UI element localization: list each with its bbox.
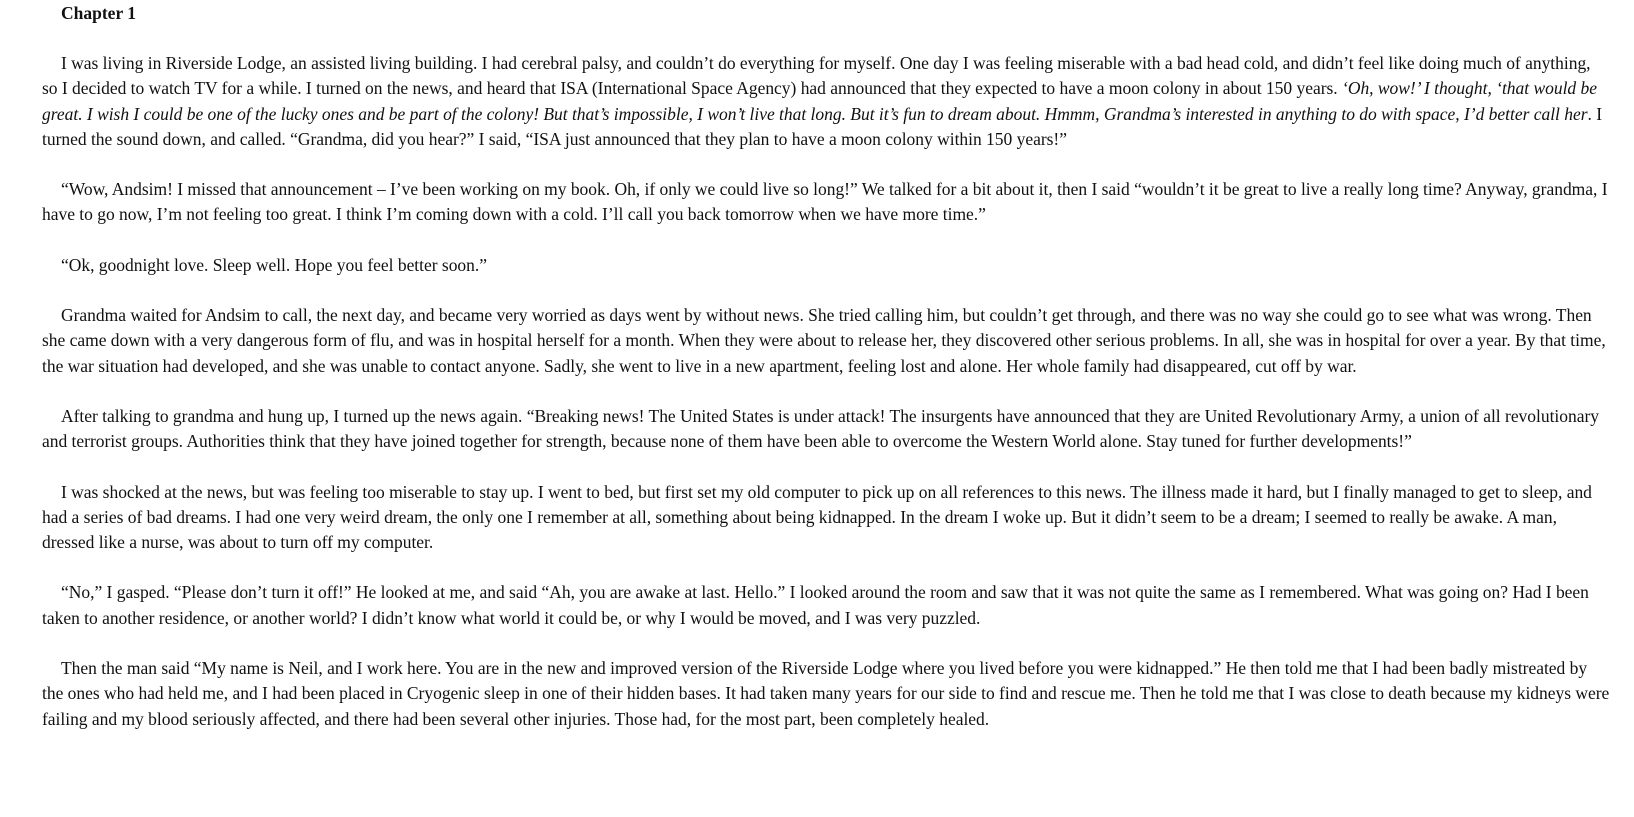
paragraph-8: [42, 656, 1610, 732]
spacer: [42, 379, 1610, 404]
spacer: [42, 631, 1610, 656]
spacer: [42, 278, 1610, 303]
paragraph-7: [42, 580, 1610, 631]
spacer: [42, 555, 1610, 580]
spacer: [42, 152, 1610, 177]
paragraph-3: [42, 253, 1610, 278]
paragraph-7-text: “No,” I gasped. “Please don’t turn it off!” He looked at me, and said “Ah, you are awake at last. Hello.” I looked around the room and saw that it was not quite the same as I remembered. What was going on? Had I been taken to another residence, or another world? I didn’t know what world it could be, or why I would be moved, and I was very puzzled.: [42, 582, 1589, 628]
paragraph-1-text-b: . I turned the sound down, and called. “Grandma, did you hear?” I said, “ISA just announced that they plan to have a moon colony within 150 years!”: [42, 103, 1603, 149]
paragraph-6: [42, 480, 1610, 556]
paragraph-2: [42, 177, 1610, 228]
paragraph-8-text: Then the man said “My name is Neil, and I work here. You are in the new and improved version of the Riverside Lodge where you lived before you were kidnapped.” He then told me that I had been badly mistreated by the ones who had held me, and I had been placed in Cryogenic sleep in one of their hidden bases. It had taken many years for our side to find and rescue me. Then he told me that I was close to death because my kidneys were failing and my blood seriously affected, and there had been several other injuries. Those had, for the most part, been completely healed.: [42, 658, 1610, 729]
spacer: [42, 25, 1610, 51]
spacer: [42, 455, 1610, 480]
paragraph-3-text: “Ok, goodnight love. Sleep well. Hope you feel better soon.”: [61, 254, 487, 275]
paragraph-6-text: I was shocked at the news, but was feeling too miserable to stay up. I went to bed, but first set my old computer to pick up on all references to this news. The illness made it hard, but I finally managed to get to sleep, and had a series of bad dreams. I had one very weird dream, the only one I remember at all, something about being kidnapped. In the dream I woke up. But it didn’t seem to be a dream; I seemed to really be awake. A man, dressed like a nurse, was about to turn off my computer.: [42, 481, 1592, 553]
spacer: [42, 228, 1610, 253]
paragraph-1-text-a: I was living in Riverside Lodge, an assisted living building. I had cerebral palsy, and couldn’t do everything for myself. One day I was feeling miserable with a bad head cold, and didn’t feel like doing much of anything, so I decided to watch TV for a while. I turned on the news, and heard that ISA (International Space Agency) had announced that they expected to have a moon colony in about 150 years.: [42, 53, 1591, 99]
paragraph-1: [42, 51, 1610, 152]
paragraph-5-text: After talking to grandma and hung up, I turned up the news again. “Breaking news! The United States is under attack! The insurgents have announced that they are United Revolutionary Army, a union of all revolutionary and terrorist groups. Authorities think that they have joined together for strength, because none of them have been able to overcome the Western World alone. Stay tuned for further developments!”: [42, 405, 1600, 452]
paragraph-5: [42, 404, 1610, 455]
paragraph-1-italic-thought: ‘Oh, wow!’ I thought, ‘that would be great. I wish I could be one of the lucky ones and be part of the colony! But that’s impossible, I won’t live that long. But it’s fun to dream about. Hmmm, Grandma’s interested in anything to do with space, I’d better call her: [42, 78, 1597, 124]
chapter-title: Chapter 1: [61, 3, 137, 23]
paragraph-4: [42, 303, 1610, 379]
paragraph-4-text: Grandma waited for Andsim to call, the next day, and became very worried as days went by without news. She tried calling him, but couldn’t get through, and there was no way she could go to see what was wrong. Then she came down with a very dangerous form of flu, and was in hospital herself for a month. When they were about to release her, they discovered other serious problems. In all, she was in hospital for over a year. By that time, the war situation had developed, and she was unable to contact anyone. Sadly, she went to live in a new apartment, feeling lost and alone. Her whole family had disappeared, cut off by war.: [42, 305, 1606, 376]
paragraph-2-text: “Wow, Andsim! I missed that announcement – I’ve been working on my book. Oh, if only we could live so long!” We talked for a bit about it, then I said “wouldn’t it be great to live a really long time? Anyway, grandma, I have to go now, I’m not feeling too great. I think I’m coming down with a cold. I’ll call you back tomorrow when we have more time.”: [42, 179, 1608, 225]
